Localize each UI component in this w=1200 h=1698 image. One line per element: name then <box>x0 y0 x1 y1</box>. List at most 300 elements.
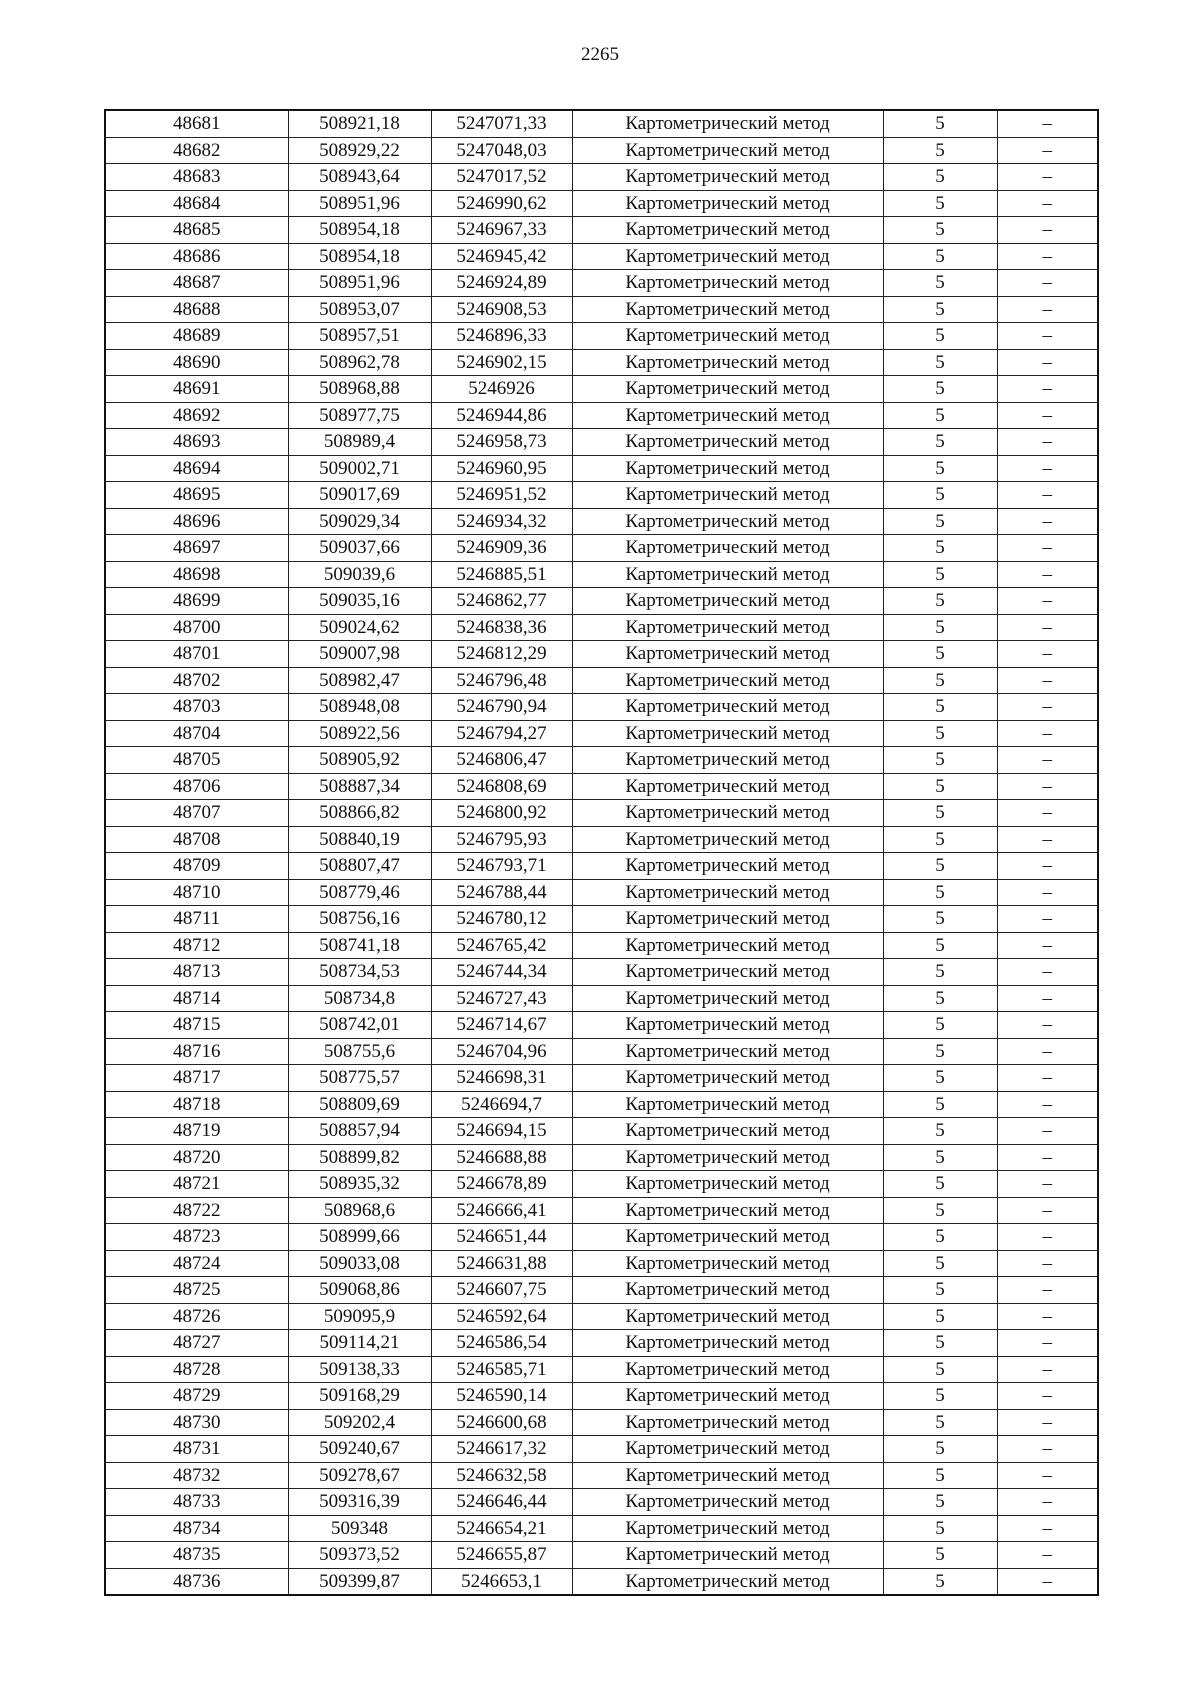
table-row <box>105 747 1098 774</box>
point-number-cell: 48687 <box>105 270 288 297</box>
table-row <box>105 296 1098 323</box>
table-row <box>105 1436 1098 1463</box>
description-cell: – <box>997 1012 1098 1039</box>
y-coordinate-cell: 5246655,87 <box>431 1542 572 1569</box>
description-cell: – <box>997 800 1098 827</box>
y-coordinate-cell: 5246795,93 <box>431 826 572 853</box>
accuracy-cell: 5 <box>883 1144 997 1171</box>
x-coordinate-cell: 509278,67 <box>288 1462 431 1489</box>
x-coordinate-cell: 509037,66 <box>288 535 431 562</box>
description-cell: – <box>997 164 1098 191</box>
table-row <box>105 217 1098 244</box>
table-row <box>105 1515 1098 1542</box>
description-cell: – <box>997 323 1098 350</box>
description-cell: – <box>997 906 1098 933</box>
method-cell: Картометрический метод <box>572 667 883 694</box>
accuracy-cell: 5 <box>883 190 997 217</box>
point-number-cell: 48726 <box>105 1303 288 1330</box>
method-cell: Картометрический метод <box>572 270 883 297</box>
method-cell: Картометрический метод <box>572 1012 883 1039</box>
table-row <box>105 243 1098 270</box>
y-coordinate-cell: 5246885,51 <box>431 561 572 588</box>
y-coordinate-cell: 5246838,36 <box>431 614 572 641</box>
point-number-cell: 48724 <box>105 1250 288 1277</box>
point-number-cell: 48681 <box>105 110 288 137</box>
point-number-cell: 48703 <box>105 694 288 721</box>
accuracy-cell: 5 <box>883 1409 997 1436</box>
table-row <box>105 455 1098 482</box>
point-number-cell: 48696 <box>105 508 288 535</box>
y-coordinate-cell: 5246592,64 <box>431 1303 572 1330</box>
x-coordinate-cell: 508935,32 <box>288 1171 431 1198</box>
method-cell: Картометрический метод <box>572 455 883 482</box>
accuracy-cell: 5 <box>883 1224 997 1251</box>
description-cell: – <box>997 747 1098 774</box>
table-row <box>105 1144 1098 1171</box>
point-number-cell: 48688 <box>105 296 288 323</box>
description-cell: – <box>997 1065 1098 1092</box>
method-cell: Картометрический метод <box>572 296 883 323</box>
y-coordinate-cell: 5246744,34 <box>431 959 572 986</box>
point-number-cell: 48706 <box>105 773 288 800</box>
method-cell: Картометрический метод <box>572 429 883 456</box>
point-number-cell: 48732 <box>105 1462 288 1489</box>
description-cell: – <box>997 508 1098 535</box>
accuracy-cell: 5 <box>883 694 997 721</box>
table-row <box>105 667 1098 694</box>
y-coordinate-cell: 5246780,12 <box>431 906 572 933</box>
y-coordinate-cell: 5246806,47 <box>431 747 572 774</box>
description-cell: – <box>997 1383 1098 1410</box>
point-number-cell: 48720 <box>105 1144 288 1171</box>
y-coordinate-cell: 5246646,44 <box>431 1489 572 1516</box>
x-coordinate-cell: 508742,01 <box>288 1012 431 1039</box>
description-cell: – <box>997 694 1098 721</box>
y-coordinate-cell: 5246909,36 <box>431 535 572 562</box>
y-coordinate-cell: 5246666,41 <box>431 1197 572 1224</box>
method-cell: Картометрический метод <box>572 110 883 137</box>
x-coordinate-cell: 508779,46 <box>288 879 431 906</box>
description-cell: – <box>997 641 1098 668</box>
y-coordinate-cell: 5246607,75 <box>431 1277 572 1304</box>
point-number-cell: 48705 <box>105 747 288 774</box>
description-cell: – <box>997 1197 1098 1224</box>
method-cell: Картометрический метод <box>572 1224 883 1251</box>
accuracy-cell: 5 <box>883 296 997 323</box>
method-cell: Картометрический метод <box>572 1330 883 1357</box>
table-row <box>105 1303 1098 1330</box>
description-cell: – <box>997 1568 1098 1595</box>
y-coordinate-cell: 5246714,67 <box>431 1012 572 1039</box>
table-row <box>105 826 1098 853</box>
page-number: 2265 <box>581 44 619 65</box>
x-coordinate-cell: 508905,92 <box>288 747 431 774</box>
accuracy-cell: 5 <box>883 323 997 350</box>
table-row <box>105 1568 1098 1595</box>
description-cell: – <box>997 773 1098 800</box>
x-coordinate-cell: 508977,75 <box>288 402 431 429</box>
table-row <box>105 429 1098 456</box>
description-cell: – <box>997 243 1098 270</box>
accuracy-cell: 5 <box>883 641 997 668</box>
y-coordinate-cell: 5246600,68 <box>431 1409 572 1436</box>
accuracy-cell: 5 <box>883 1489 997 1516</box>
x-coordinate-cell: 508887,34 <box>288 773 431 800</box>
accuracy-cell: 5 <box>883 1118 997 1145</box>
y-coordinate-cell: 5246688,88 <box>431 1144 572 1171</box>
table-row <box>105 1462 1098 1489</box>
description-cell: – <box>997 588 1098 615</box>
table-row <box>105 1118 1098 1145</box>
accuracy-cell: 5 <box>883 110 997 137</box>
accuracy-cell: 5 <box>883 349 997 376</box>
y-coordinate-cell: 5246951,52 <box>431 482 572 509</box>
accuracy-cell: 5 <box>883 217 997 244</box>
method-cell: Картометрический метод <box>572 959 883 986</box>
x-coordinate-cell: 508968,6 <box>288 1197 431 1224</box>
description-cell: – <box>997 1277 1098 1304</box>
point-number-cell: 48685 <box>105 217 288 244</box>
point-number-cell: 48713 <box>105 959 288 986</box>
x-coordinate-cell: 509007,98 <box>288 641 431 668</box>
x-coordinate-cell: 509095,9 <box>288 1303 431 1330</box>
description-cell: – <box>997 1409 1098 1436</box>
point-number-cell: 48684 <box>105 190 288 217</box>
point-number-cell: 48683 <box>105 164 288 191</box>
y-coordinate-cell: 5246631,88 <box>431 1250 572 1277</box>
x-coordinate-cell: 509348 <box>288 1515 431 1542</box>
y-coordinate-cell: 5246908,53 <box>431 296 572 323</box>
point-number-cell: 48721 <box>105 1171 288 1198</box>
x-coordinate-cell: 508922,56 <box>288 720 431 747</box>
x-coordinate-cell: 509068,86 <box>288 1277 431 1304</box>
description-cell: – <box>997 1542 1098 1569</box>
description-cell: – <box>997 1356 1098 1383</box>
accuracy-cell: 5 <box>883 1250 997 1277</box>
method-cell: Картометрический метод <box>572 1383 883 1410</box>
method-cell: Картометрический метод <box>572 1542 883 1569</box>
table-row <box>105 614 1098 641</box>
table-row <box>105 1171 1098 1198</box>
accuracy-cell: 5 <box>883 800 997 827</box>
y-coordinate-cell: 5247017,52 <box>431 164 572 191</box>
y-coordinate-cell: 5246796,48 <box>431 667 572 694</box>
table-row <box>105 270 1098 297</box>
method-cell: Картометрический метод <box>572 1038 883 1065</box>
table-row <box>105 641 1098 668</box>
y-coordinate-cell: 5246727,43 <box>431 985 572 1012</box>
description-cell: – <box>997 535 1098 562</box>
point-number-cell: 48712 <box>105 932 288 959</box>
table-row <box>105 588 1098 615</box>
table-row <box>105 773 1098 800</box>
method-cell: Картометрический метод <box>572 535 883 562</box>
point-number-cell: 48734 <box>105 1515 288 1542</box>
point-number-cell: 48729 <box>105 1383 288 1410</box>
point-number-cell: 48697 <box>105 535 288 562</box>
method-cell: Картометрический метод <box>572 1462 883 1489</box>
description-cell: – <box>997 190 1098 217</box>
description-cell: – <box>997 1436 1098 1463</box>
x-coordinate-cell: 509240,67 <box>288 1436 431 1463</box>
point-number-cell: 48693 <box>105 429 288 456</box>
table-row <box>105 1012 1098 1039</box>
method-cell: Картометрический метод <box>572 773 883 800</box>
accuracy-cell: 5 <box>883 853 997 880</box>
x-coordinate-cell: 508921,18 <box>288 110 431 137</box>
y-coordinate-cell: 5246812,29 <box>431 641 572 668</box>
accuracy-cell: 5 <box>883 1436 997 1463</box>
accuracy-cell: 5 <box>883 482 997 509</box>
point-number-cell: 48716 <box>105 1038 288 1065</box>
description-cell: – <box>997 1489 1098 1516</box>
y-coordinate-cell: 5246934,32 <box>431 508 572 535</box>
accuracy-cell: 5 <box>883 773 997 800</box>
y-coordinate-cell: 5246617,32 <box>431 1436 572 1463</box>
x-coordinate-cell: 508957,51 <box>288 323 431 350</box>
method-cell: Картометрический метод <box>572 747 883 774</box>
x-coordinate-cell: 508734,8 <box>288 985 431 1012</box>
description-cell: – <box>997 1171 1098 1198</box>
y-coordinate-cell: 5246765,42 <box>431 932 572 959</box>
point-number-cell: 48731 <box>105 1436 288 1463</box>
accuracy-cell: 5 <box>883 1171 997 1198</box>
description-cell: – <box>997 879 1098 906</box>
point-number-cell: 48714 <box>105 985 288 1012</box>
x-coordinate-cell: 508734,53 <box>288 959 431 986</box>
description-cell: – <box>997 985 1098 1012</box>
x-coordinate-cell: 509399,87 <box>288 1568 431 1595</box>
table-row <box>105 1038 1098 1065</box>
point-number-cell: 48704 <box>105 720 288 747</box>
method-cell: Картометрический метод <box>572 1277 883 1304</box>
table-row <box>105 164 1098 191</box>
x-coordinate-cell: 508809,69 <box>288 1091 431 1118</box>
point-number-cell: 48698 <box>105 561 288 588</box>
table-row <box>105 1383 1098 1410</box>
y-coordinate-cell: 5246698,31 <box>431 1065 572 1092</box>
accuracy-cell: 5 <box>883 1303 997 1330</box>
accuracy-cell: 5 <box>883 1568 997 1595</box>
description-cell: – <box>997 110 1098 137</box>
method-cell: Картометрический метод <box>572 190 883 217</box>
description-cell: – <box>997 349 1098 376</box>
table-row <box>105 1356 1098 1383</box>
point-number-cell: 48727 <box>105 1330 288 1357</box>
y-coordinate-cell: 5246924,89 <box>431 270 572 297</box>
method-cell: Картометрический метод <box>572 614 883 641</box>
x-coordinate-cell: 509373,52 <box>288 1542 431 1569</box>
x-coordinate-cell: 509039,6 <box>288 561 431 588</box>
point-number-cell: 48702 <box>105 667 288 694</box>
y-coordinate-cell: 5246944,86 <box>431 402 572 429</box>
point-number-cell: 48730 <box>105 1409 288 1436</box>
table-row <box>105 800 1098 827</box>
point-number-cell: 48689 <box>105 323 288 350</box>
x-coordinate-cell: 509029,34 <box>288 508 431 535</box>
method-cell: Картометрический метод <box>572 1409 883 1436</box>
accuracy-cell: 5 <box>883 985 997 1012</box>
y-coordinate-cell: 5246694,15 <box>431 1118 572 1145</box>
x-coordinate-cell: 509002,71 <box>288 455 431 482</box>
method-cell: Картометрический метод <box>572 720 883 747</box>
accuracy-cell: 5 <box>883 1462 997 1489</box>
method-cell: Картометрический метод <box>572 482 883 509</box>
table-row <box>105 1250 1098 1277</box>
point-number-cell: 48718 <box>105 1091 288 1118</box>
accuracy-cell: 5 <box>883 614 997 641</box>
accuracy-cell: 5 <box>883 1515 997 1542</box>
accuracy-cell: 5 <box>883 429 997 456</box>
table-row <box>105 1065 1098 1092</box>
coordinates-table <box>104 109 1099 1596</box>
method-cell: Картометрический метод <box>572 826 883 853</box>
point-number-cell: 48717 <box>105 1065 288 1092</box>
x-coordinate-cell: 508999,66 <box>288 1224 431 1251</box>
table-row <box>105 720 1098 747</box>
y-coordinate-cell: 5247071,33 <box>431 110 572 137</box>
description-cell: – <box>997 1303 1098 1330</box>
description-cell: – <box>997 137 1098 164</box>
y-coordinate-cell: 5246926 <box>431 376 572 403</box>
x-coordinate-cell: 508951,96 <box>288 270 431 297</box>
method-cell: Картометрический метод <box>572 1171 883 1198</box>
accuracy-cell: 5 <box>883 747 997 774</box>
accuracy-cell: 5 <box>883 720 997 747</box>
table-row <box>105 879 1098 906</box>
description-cell: – <box>997 614 1098 641</box>
x-coordinate-cell: 509033,08 <box>288 1250 431 1277</box>
description-cell: – <box>997 482 1098 509</box>
x-coordinate-cell: 509138,33 <box>288 1356 431 1383</box>
point-number-cell: 48711 <box>105 906 288 933</box>
x-coordinate-cell: 508951,96 <box>288 190 431 217</box>
x-coordinate-cell: 509168,29 <box>288 1383 431 1410</box>
accuracy-cell: 5 <box>883 1330 997 1357</box>
description-cell: – <box>997 667 1098 694</box>
method-cell: Картометрический метод <box>572 906 883 933</box>
point-number-cell: 48733 <box>105 1489 288 1516</box>
y-coordinate-cell: 5246794,27 <box>431 720 572 747</box>
method-cell: Картометрический метод <box>572 508 883 535</box>
method-cell: Картометрический метод <box>572 1489 883 1516</box>
method-cell: Картометрический метод <box>572 932 883 959</box>
accuracy-cell: 5 <box>883 402 997 429</box>
method-cell: Картометрический метод <box>572 1250 883 1277</box>
accuracy-cell: 5 <box>883 879 997 906</box>
table-row <box>105 1330 1098 1357</box>
point-number-cell: 48710 <box>105 879 288 906</box>
method-cell: Картометрический метод <box>572 323 883 350</box>
method-cell: Картометрический метод <box>572 800 883 827</box>
y-coordinate-cell: 5246653,1 <box>431 1568 572 1595</box>
method-cell: Картометрический метод <box>572 641 883 668</box>
y-coordinate-cell: 5246651,44 <box>431 1224 572 1251</box>
point-number-cell: 48695 <box>105 482 288 509</box>
y-coordinate-cell: 5247048,03 <box>431 137 572 164</box>
point-number-cell: 48709 <box>105 853 288 880</box>
description-cell: – <box>997 720 1098 747</box>
accuracy-cell: 5 <box>883 1065 997 1092</box>
x-coordinate-cell: 508807,47 <box>288 853 431 880</box>
y-coordinate-cell: 5246632,58 <box>431 1462 572 1489</box>
method-cell: Картометрический метод <box>572 588 883 615</box>
description-cell: – <box>997 959 1098 986</box>
table-row <box>105 959 1098 986</box>
accuracy-cell: 5 <box>883 243 997 270</box>
y-coordinate-cell: 5246945,42 <box>431 243 572 270</box>
accuracy-cell: 5 <box>883 667 997 694</box>
x-coordinate-cell: 509017,69 <box>288 482 431 509</box>
description-cell: – <box>997 1144 1098 1171</box>
method-cell: Картометрический метод <box>572 1197 883 1224</box>
point-number-cell: 48692 <box>105 402 288 429</box>
table-row <box>105 694 1098 721</box>
method-cell: Картометрический метод <box>572 694 883 721</box>
accuracy-cell: 5 <box>883 932 997 959</box>
description-cell: – <box>997 1515 1098 1542</box>
y-coordinate-cell: 5246902,15 <box>431 349 572 376</box>
x-coordinate-cell: 508954,18 <box>288 243 431 270</box>
accuracy-cell: 5 <box>883 1356 997 1383</box>
method-cell: Картометрический метод <box>572 985 883 1012</box>
x-coordinate-cell: 509024,62 <box>288 614 431 641</box>
method-cell: Картометрический метод <box>572 1091 883 1118</box>
method-cell: Картометрический метод <box>572 137 883 164</box>
x-coordinate-cell: 508989,4 <box>288 429 431 456</box>
point-number-cell: 48715 <box>105 1012 288 1039</box>
method-cell: Картометрический метод <box>572 376 883 403</box>
description-cell: – <box>997 270 1098 297</box>
x-coordinate-cell: 508954,18 <box>288 217 431 244</box>
x-coordinate-cell: 509035,16 <box>288 588 431 615</box>
point-number-cell: 48701 <box>105 641 288 668</box>
y-coordinate-cell: 5246960,95 <box>431 455 572 482</box>
accuracy-cell: 5 <box>883 508 997 535</box>
x-coordinate-cell: 508948,08 <box>288 694 431 721</box>
x-coordinate-cell: 508866,82 <box>288 800 431 827</box>
y-coordinate-cell: 5246704,96 <box>431 1038 572 1065</box>
y-coordinate-cell: 5246694,7 <box>431 1091 572 1118</box>
x-coordinate-cell: 508756,16 <box>288 906 431 933</box>
method-cell: Картометрический метод <box>572 853 883 880</box>
x-coordinate-cell: 508741,18 <box>288 932 431 959</box>
table-row <box>105 402 1098 429</box>
y-coordinate-cell: 5246654,21 <box>431 1515 572 1542</box>
accuracy-cell: 5 <box>883 1277 997 1304</box>
description-cell: – <box>997 1224 1098 1251</box>
description-cell: – <box>997 455 1098 482</box>
y-coordinate-cell: 5246590,14 <box>431 1383 572 1410</box>
accuracy-cell: 5 <box>883 455 997 482</box>
description-cell: – <box>997 376 1098 403</box>
coordinates-table-body <box>105 110 1098 1595</box>
table-row <box>105 535 1098 562</box>
y-coordinate-cell: 5246958,73 <box>431 429 572 456</box>
method-cell: Картометрический метод <box>572 164 883 191</box>
table-row <box>105 482 1098 509</box>
accuracy-cell: 5 <box>883 270 997 297</box>
description-cell: – <box>997 217 1098 244</box>
accuracy-cell: 5 <box>883 1012 997 1039</box>
y-coordinate-cell: 5246862,77 <box>431 588 572 615</box>
x-coordinate-cell: 508953,07 <box>288 296 431 323</box>
description-cell: – <box>997 826 1098 853</box>
method-cell: Картометрический метод <box>572 1303 883 1330</box>
point-number-cell: 48690 <box>105 349 288 376</box>
y-coordinate-cell: 5246788,44 <box>431 879 572 906</box>
y-coordinate-cell: 5246793,71 <box>431 853 572 880</box>
